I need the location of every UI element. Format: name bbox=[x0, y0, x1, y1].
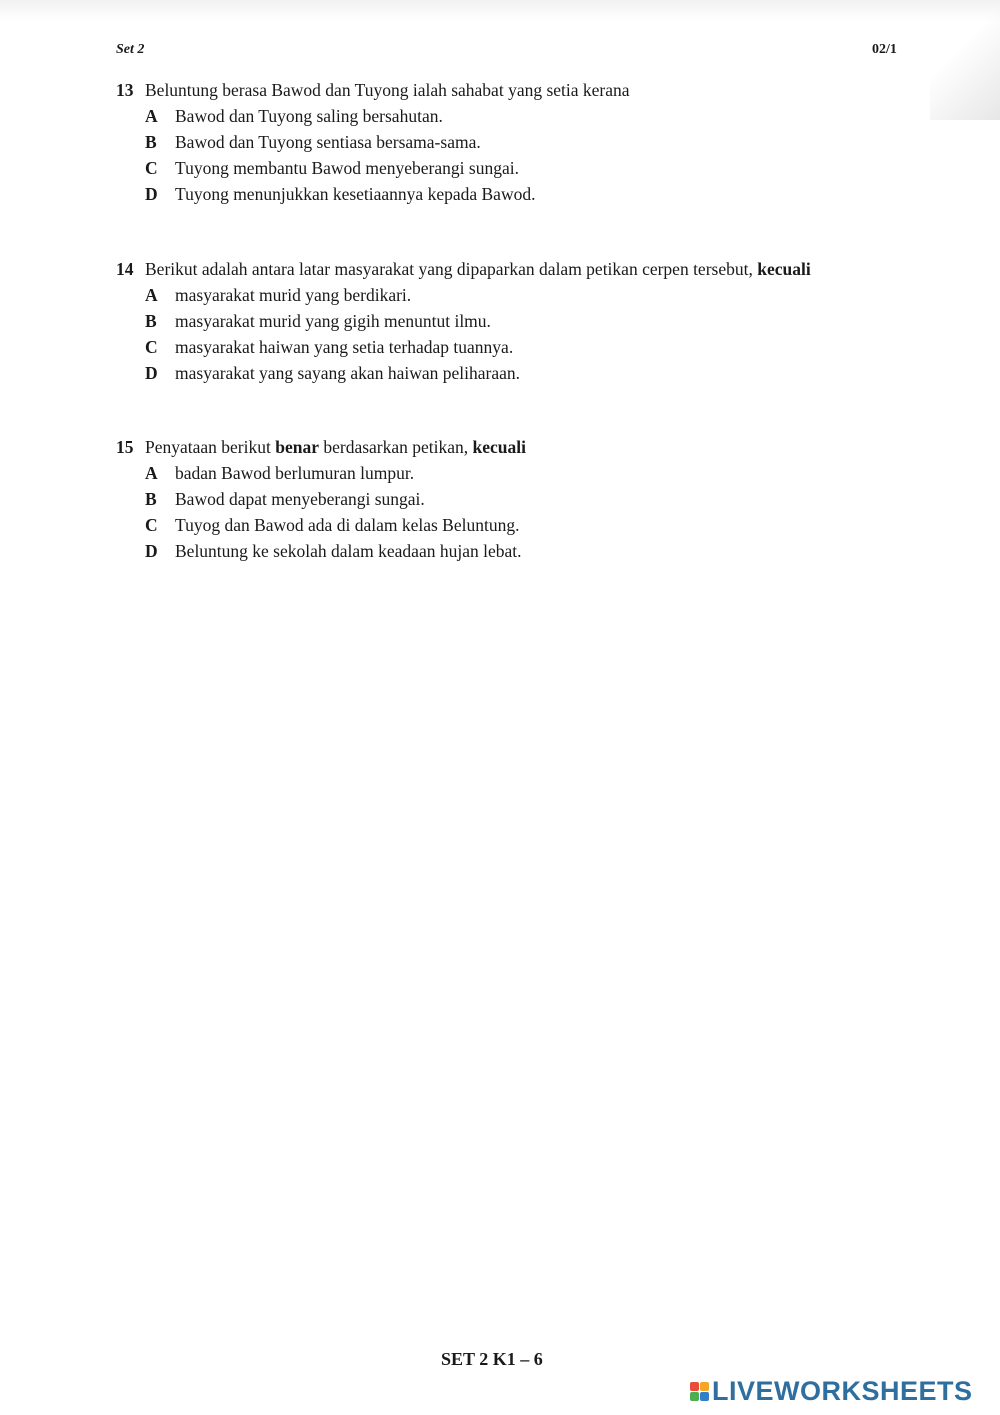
stem-text: Penyataan berikut bbox=[145, 437, 271, 457]
stem-emphasis: kecuali bbox=[757, 259, 811, 279]
option-letter: A bbox=[145, 106, 158, 126]
scan-shadow-corner bbox=[930, 0, 1000, 120]
option-text: Bawod dan Tuyong saling bersahutan. bbox=[175, 106, 443, 126]
option-text: masyarakat murid yang gigih menuntut ilmu. bbox=[175, 311, 491, 331]
option-text: Beluntung ke sekolah dalam keadaan hujan lebat. bbox=[175, 541, 522, 561]
option-letter: C bbox=[145, 515, 158, 535]
option-letter: A bbox=[145, 463, 158, 483]
option-c[interactable] bbox=[145, 334, 811, 360]
question-stem: Beluntung berasa Bawod dan Tuyong ialah sahabat yang setia kerana bbox=[145, 80, 630, 100]
option-text: masyarakat haiwan yang setia terhadap tuannya. bbox=[175, 337, 514, 357]
stem-text: Berikut adalah antara latar masyarakat yang dipaparkan dalam petikan cerpen tersebut, bbox=[145, 259, 753, 279]
option-text: Tuyong menunjukkan kesetiaannya kepada Bawod. bbox=[175, 184, 536, 204]
option-b[interactable] bbox=[145, 486, 526, 512]
option-d[interactable] bbox=[145, 538, 526, 564]
option-letter: C bbox=[145, 337, 158, 357]
option-d[interactable] bbox=[145, 360, 811, 386]
liveworksheets-watermark bbox=[690, 1376, 973, 1407]
question-number: 14 bbox=[116, 259, 134, 279]
stem-emphasis: benar bbox=[275, 437, 319, 457]
option-b[interactable] bbox=[145, 129, 630, 155]
option-a[interactable] bbox=[145, 103, 630, 129]
stem-emphasis: kecuali bbox=[472, 437, 527, 457]
liveworksheets-logo-icon bbox=[690, 1382, 709, 1401]
option-letter: C bbox=[145, 158, 158, 178]
option-letter: D bbox=[145, 541, 158, 561]
option-letter: D bbox=[145, 184, 158, 204]
paper-code: 02/1 bbox=[872, 42, 897, 57]
option-c[interactable] bbox=[145, 155, 630, 181]
option-text: Bawod dapat menyeberangi sungai. bbox=[175, 489, 425, 509]
option-text: masyarakat yang sayang akan haiwan peliharaan. bbox=[175, 363, 520, 383]
option-text: Tuyong membantu Bawod menyeberangi sungai. bbox=[175, 158, 519, 178]
option-list bbox=[145, 282, 811, 386]
question-stem bbox=[145, 259, 811, 280]
page-footer: SET 2 K1 – 6 bbox=[441, 1349, 543, 1369]
option-text: badan Bawod berlumuran lumpur. bbox=[175, 463, 415, 483]
option-list bbox=[145, 103, 630, 207]
logo-tile-i bbox=[700, 1382, 709, 1391]
option-text: Bawod dan Tuyong sentiasa bersama-sama. bbox=[175, 132, 481, 152]
option-letter: D bbox=[145, 363, 158, 383]
logo-tile-v bbox=[690, 1392, 699, 1401]
logo-tile-e bbox=[700, 1392, 709, 1401]
stem-text: berdasarkan petikan, bbox=[323, 437, 469, 457]
option-letter: A bbox=[145, 285, 158, 305]
option-text: Tuyog dan Bawod ada di dalam kelas Beluntung. bbox=[175, 515, 520, 535]
option-letter: B bbox=[145, 311, 157, 331]
option-text: masyarakat murid yang berdikari. bbox=[175, 285, 412, 305]
logo-tile-l bbox=[690, 1382, 699, 1391]
scan-shadow-top bbox=[0, 0, 1000, 22]
option-a[interactable] bbox=[145, 282, 811, 308]
option-d[interactable] bbox=[145, 181, 630, 207]
option-letter: B bbox=[145, 132, 157, 152]
set-label: Set 2 bbox=[116, 42, 145, 57]
option-list bbox=[145, 460, 526, 564]
option-b[interactable] bbox=[145, 308, 811, 334]
question-15 bbox=[116, 437, 526, 564]
question-stem bbox=[145, 437, 526, 458]
question-number: 15 bbox=[116, 437, 134, 457]
option-a[interactable] bbox=[145, 460, 526, 486]
option-letter: B bbox=[145, 489, 157, 509]
option-c[interactable] bbox=[145, 512, 526, 538]
question-13 bbox=[116, 80, 630, 207]
question-number: 13 bbox=[116, 80, 134, 100]
question-14 bbox=[116, 259, 811, 386]
watermark-text: LIVEWORKSHEETS bbox=[712, 1376, 973, 1406]
